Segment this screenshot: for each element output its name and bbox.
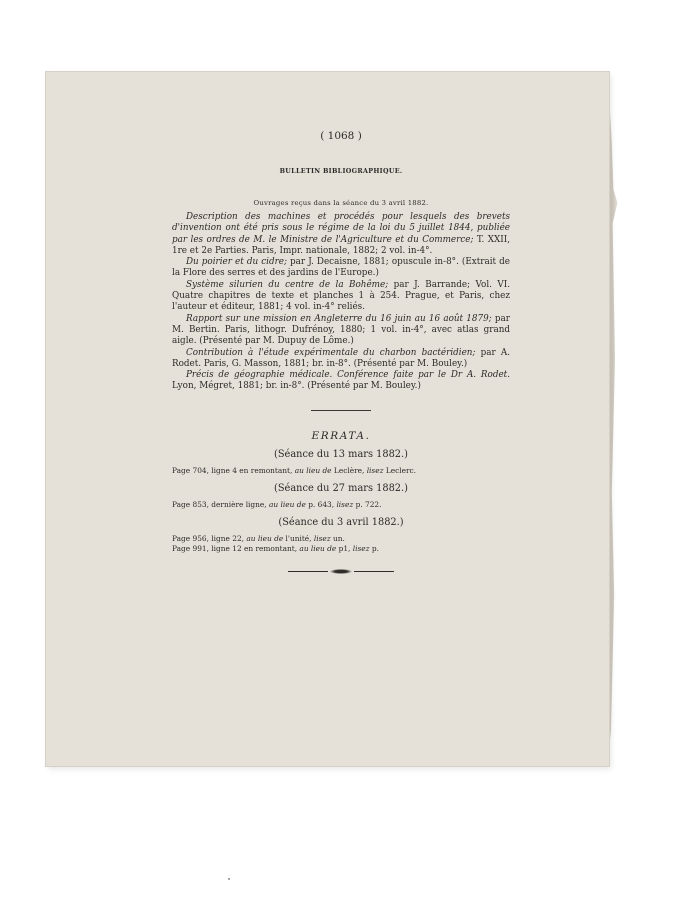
entry-details: Lyon, Mégret, 1881; br. in-8°. (Présenté par M. Bouley.) (172, 381, 421, 392)
bibliography-entry (172, 370, 510, 393)
entry-title: Système silurien du centre de la Bohême; (186, 279, 389, 290)
entry-title: Du poirier et du cidre; (186, 257, 287, 268)
session-heading: (Séance du 27 mars 1882.) (274, 482, 408, 494)
errata-correction: Page 991, ligne 12 en remontant, au lieu de p1, lisez p. (172, 543, 379, 553)
entry-details: T. XXII, 1re et 2e Parties. Paris, Impr. nationale, 1882; 2 vol. in-4°. (172, 234, 511, 256)
entry-title: Description des machines et procédés pour lesquels des brevets d'invention ont été pris sous le régime de la loi du 5 juillet 1844, publiée par les ordres de M. le Ministre de l'Agriculture et du Commerce; (172, 212, 510, 245)
dust-speck (228, 878, 230, 880)
errata-correction: Page 853, dernière ligne, au lieu de p. 643, lisez p. 722. (172, 499, 382, 509)
entry-title: Contribution à l'étude expérimentale du charbon bactéridien; (186, 347, 476, 358)
bibliography-entry (172, 348, 510, 371)
entry-details: par M. Bertin. Paris, lithogr. Dufrénoy, 1880; 1 vol. in-4°, avec atlas grand aigle. (Présenté par M. Dupuy de Lôme.) (172, 313, 510, 347)
entry-details: par J. Decaisne, 1881; opuscule in-8°. (Extrait de la Flore des serres et des jardins de l'Europe.) (172, 257, 510, 279)
errata-correction: Page 704, ligne 4 en remontant, au lieu de Leclère, lisez Leclerc. (172, 465, 417, 475)
page-number: ( 1068 ) (320, 130, 362, 142)
bibliography-entry (172, 212, 510, 257)
section-title: BULLETIN BIBLIOGRAPHIQUE. (279, 167, 403, 175)
section-divider (311, 410, 371, 411)
received-heading: Ouvrages reçus dans la séance du 3 avril 1882. (253, 199, 429, 207)
ornament-center (330, 569, 352, 574)
errata-title: ERRATA. (311, 429, 371, 442)
bibliography-entry (172, 314, 510, 348)
ornament-line-right (354, 571, 394, 573)
bibliography-entry (172, 257, 510, 280)
bibliography-entry (172, 280, 510, 314)
end-ornament (288, 569, 394, 575)
session-heading: (Séance du 13 mars 1882.) (274, 448, 408, 460)
entry-details: par J. Barrande; Vol. VI. Quatre chapitres de texte et planches 1 à 254. Prague, et Paris, chez l'auteur et éditeur, 1881; 4 vol. in-4° reliés. (172, 279, 511, 313)
entry-title: Rapport sur une mission en Angleterre du 16 juin au 16 août 1879; (186, 313, 492, 324)
session-heading: (Séance du 3 avril 1882.) (278, 516, 404, 528)
printed-page (172, 130, 510, 575)
entry-details: par A. Rodet. Paris, G. Masson, 1881; br. in-8°. (Présenté par M. Bouley.) (172, 347, 510, 369)
entry-title: Précis de géographie médicale. Conférence faite par le Dr A. Rodet. (186, 370, 510, 381)
bibliography-list (172, 212, 510, 393)
ornament-line-left (288, 571, 328, 573)
errata-correction: Page 956, ligne 22, au lieu de l'unité, lisez un. (172, 533, 345, 543)
